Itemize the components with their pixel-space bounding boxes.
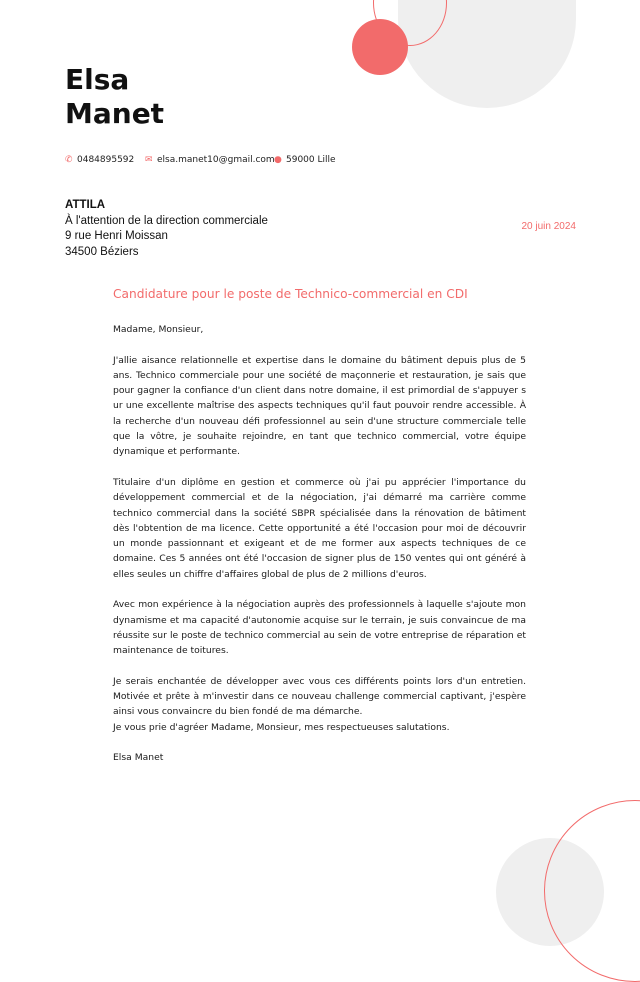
recipient-line-2: 9 rue Henri Moissan — [65, 230, 168, 242]
recipient-line-1: À l'attention de la direction commerciale — [65, 214, 268, 227]
last-name: Manet — [65, 97, 165, 130]
paragraph-4: Je serais enchantée de développer avec vous ces différents points lors d'un entretien. Motivée et prête à m'investir dans ce nouveau challenge commercial captivant, j'espère ainsi vous convaincre du bien fondé de ma démarche. — [113, 675, 526, 718]
contact-phone[interactable] — [65, 155, 134, 165]
decorative-coral-circle — [352, 19, 408, 75]
paragraph-3: Avec mon expérience à la négociation auprès des professionnels à laquelle s'ajoute mon dynamisme et ma capacité d'autonomie acquise sur le terrain, je suis convaincue de ma réussite sur le poste de technico commercial au sein de votre entreprise de réparation et maintenance de toitures. — [113, 599, 526, 657]
letter-date: 20 juin 2024 — [521, 221, 576, 232]
recipient-line-3: 34500 Béziers — [65, 245, 139, 258]
first-name: Elsa — [65, 63, 130, 96]
contact-location — [274, 155, 336, 165]
envelope-icon: ✉ — [145, 155, 153, 165]
email-address: elsa.manet10@gmail.com — [157, 155, 275, 165]
decorative-ring-bottom — [544, 800, 640, 982]
recipient-company: ATTILA — [65, 199, 106, 211]
map-pin-icon: ● — [274, 155, 282, 165]
applicant-name — [65, 63, 164, 131]
phone-number: 0484895592 — [77, 155, 135, 165]
city: 59000 Lille — [286, 155, 336, 165]
paragraph-1: J'allie aisance relationnelle et expertise dans le domaine du bâtiment depuis plus de 5 ans. Technico commerciale pour une société de maçonnerie et restauration, je sais que pour gagner la confiance d'un client dans notre domaine, il est primordial de s'appuyer s ur une excellente maîtrise des aspects techniques qu'il faut pouvoir rendre accessible. À la recherche d'un nouveau défi professionnel au sein d'une structure commerciale telle que la vôtre, je souhaite rejoindre, en tant que technico commercial, votre équipe dynamique et performante. — [113, 354, 526, 458]
letter-body — [113, 322, 526, 766]
closing: Je vous prie d'agréer Madame, Monsieur, mes respectueuses salutations. — [113, 721, 450, 733]
paragraph-2: Titulaire d'un diplôme en gestion et commerce où j'ai pu apprécier l'importance du développement commercial et de la négociation, j'ai démarré ma carrière comme technico commercial dans la société SBPR spécialisée dans la rénovation de bâtiment dès l'obtention de ma licence. Cette opportunité a été l'occasion pour moi de découvrir un monde passionnant et exigeant et de me former aux aspects techniques de ce domaine. Ces 5 années ont été l'occasion de signer plus de 150 ventes qui ont généré à elles seules un chiffre d'affaires global de plus de 2 millions d'euros. — [113, 476, 526, 580]
phone-icon: ✆ — [65, 155, 73, 165]
contact-email[interactable] — [145, 155, 275, 165]
letter-subject: Candidature pour le poste de Technico-commercial en CDI — [113, 287, 468, 301]
signature: Elsa Manet — [113, 752, 164, 764]
greeting: Madame, Monsieur, — [113, 324, 204, 335]
recipient-block — [65, 198, 268, 260]
